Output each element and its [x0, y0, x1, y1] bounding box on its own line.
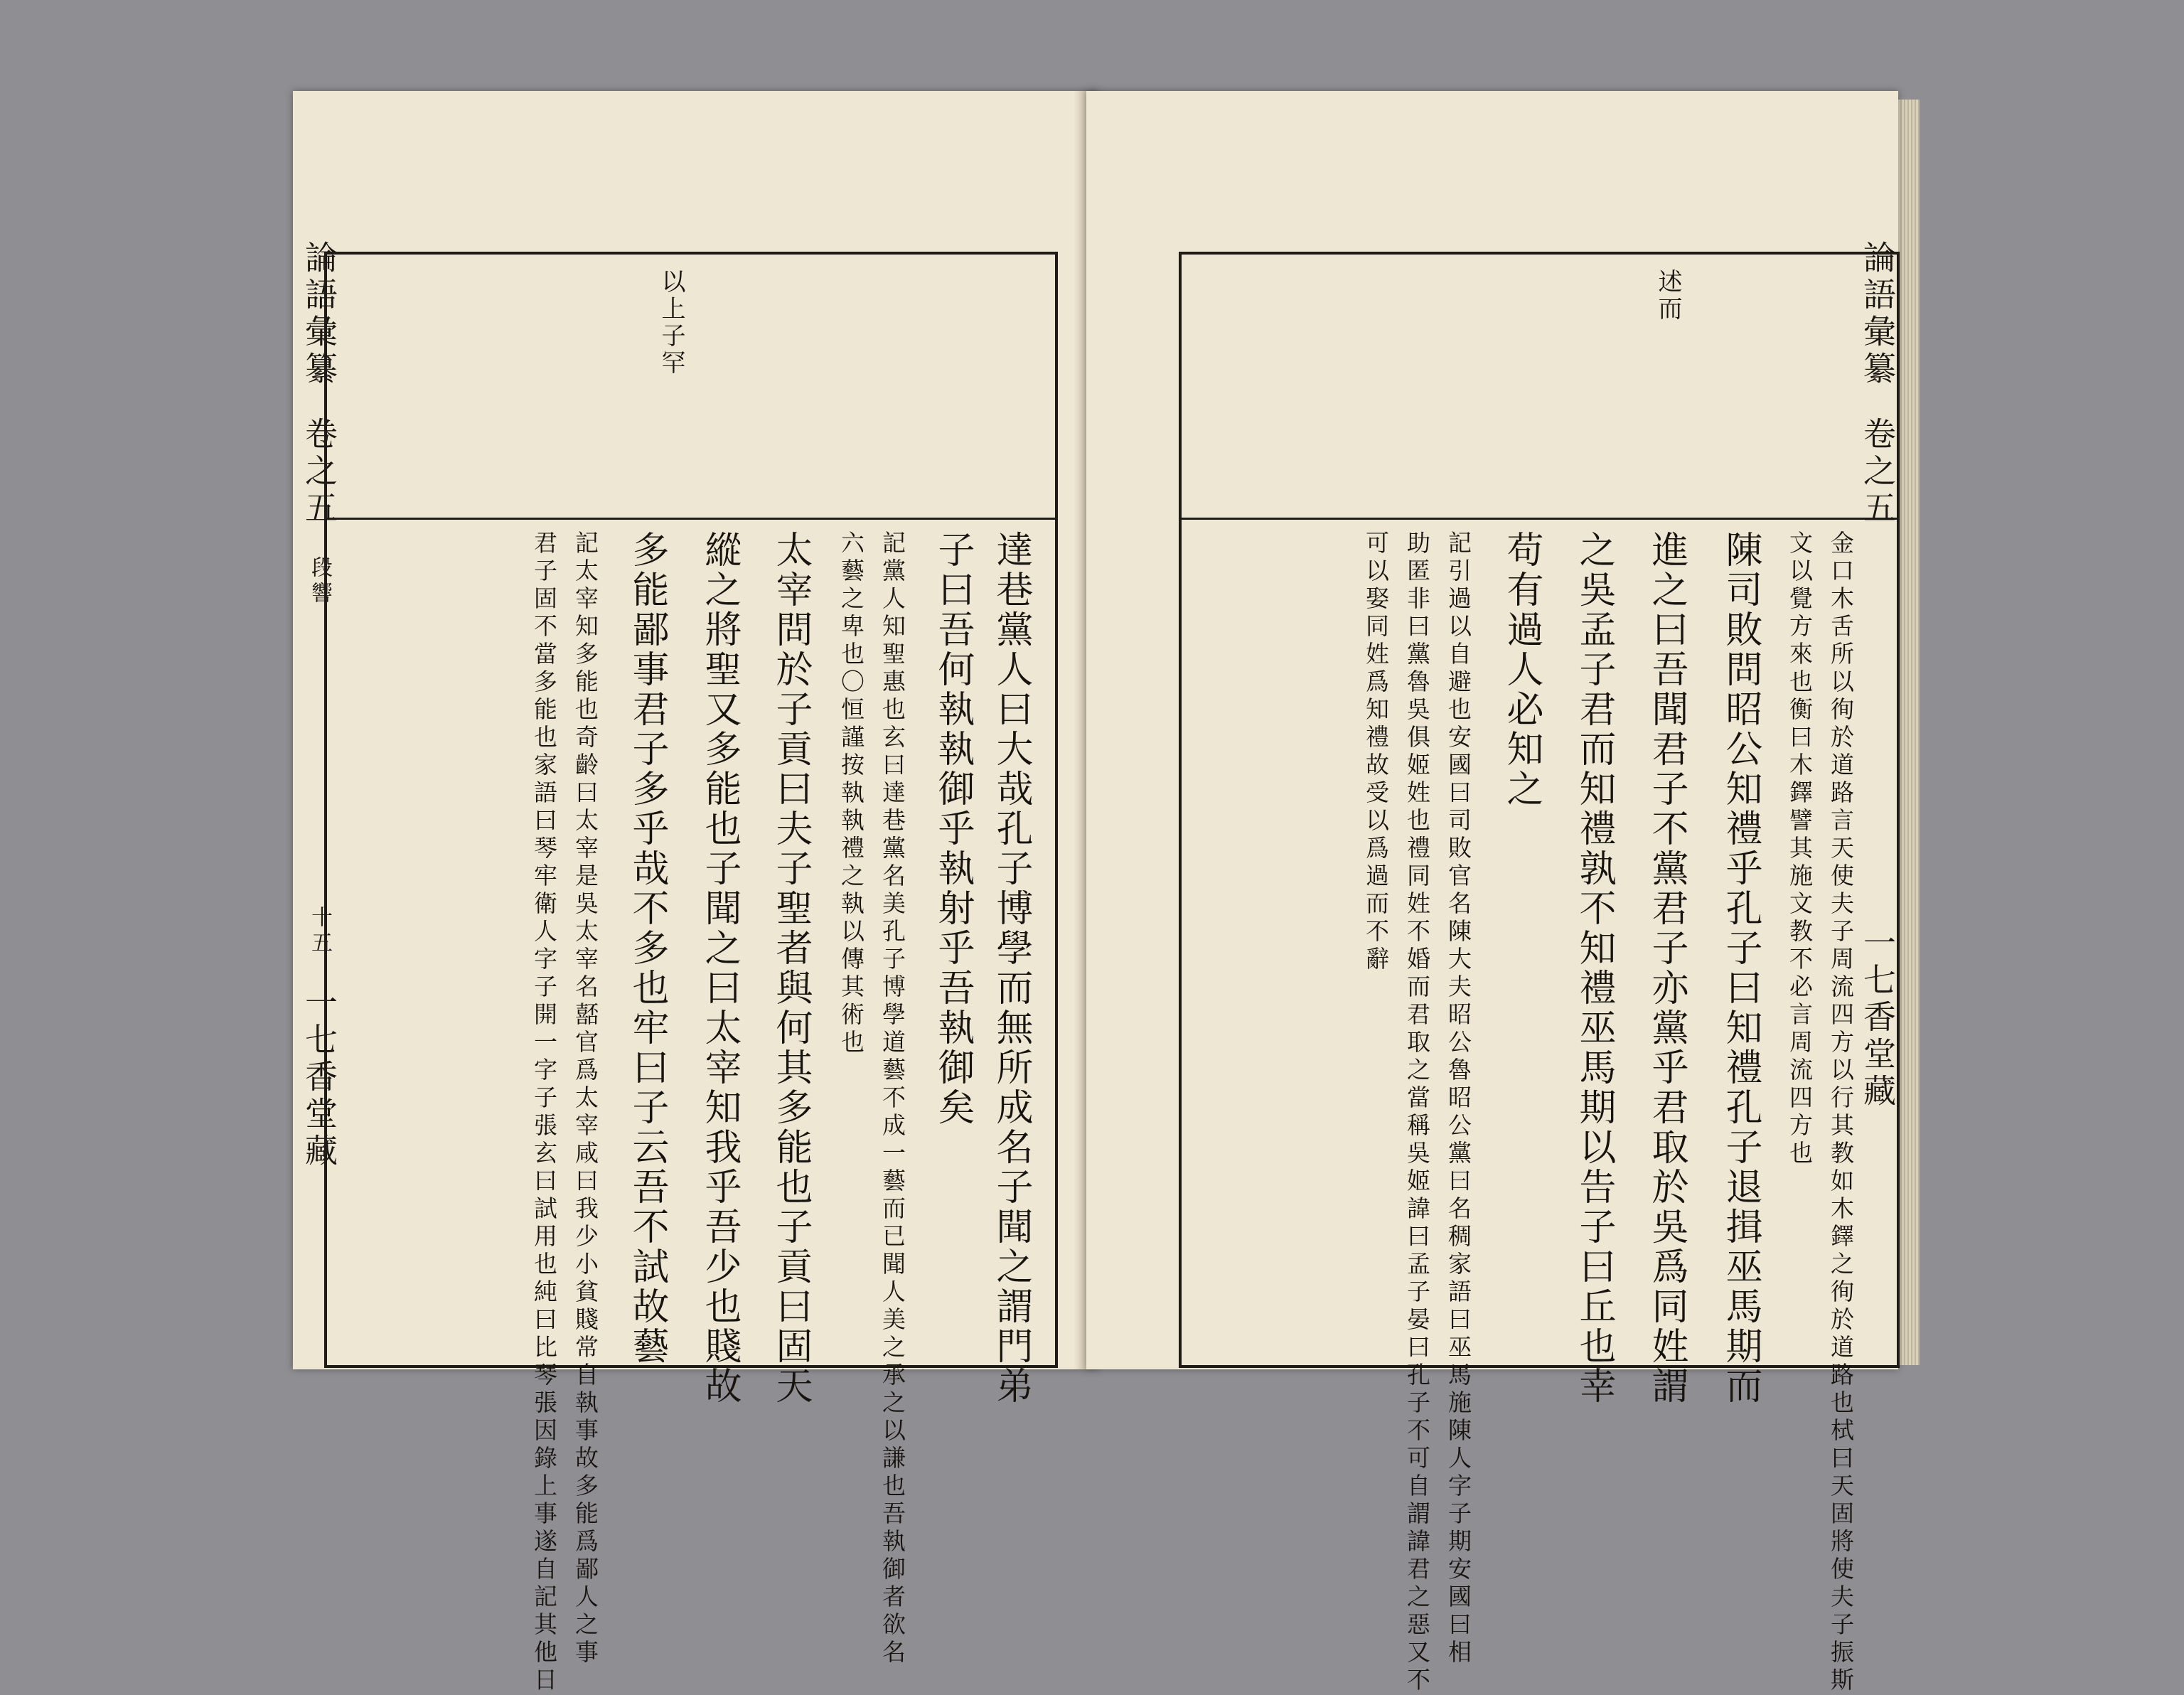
- right-spine-title: 論語彙纂: [1858, 240, 1897, 388]
- left-col-9: 君子固不當多能也家語曰琴牢衛人字子開一字子張玄曰試用也純曰比琴張因錄上事遂自記其他日: [530, 530, 558, 1695]
- left-col-4: 六藝之卑也〇恒謹按執執禮之執以傳其術也: [837, 530, 865, 1057]
- right-text-frame: [1179, 252, 1900, 1695]
- left-page: [293, 91, 1098, 1695]
- right-seal: 一七香堂藏: [1858, 926, 1897, 1111]
- right-col-4: 進之曰吾聞君子不黨君子亦黨乎君取於吳爲同姓謂: [1645, 530, 1688, 1406]
- left-col-7: 多能鄙事君子多乎哉不多也牢曰子云吾不試故藝: [626, 530, 668, 1367]
- right-page: [1086, 91, 1898, 1695]
- left-spine-chapter: 段響: [307, 556, 332, 607]
- right-col-3: 陳司敗問昭公知禮乎孔子曰知禮孔子退揖巫馬期而: [1719, 530, 1762, 1406]
- left-col-5: 太宰問於子貢曰夫子聖者與何其多能也子貢曰固天: [769, 530, 812, 1406]
- right-col-6: 苟有過人必知之: [1500, 530, 1543, 809]
- right-header-rule: [1182, 518, 1897, 520]
- right-col-5: 之吳孟子君而知禮孰不知禮巫馬期以告子曰丘也幸: [1573, 530, 1615, 1406]
- right-col-1: 金口木舌所以徇於道路言天使夫子周流四方以行其教如木鐸之徇於道路也栻曰天固將使夫子振斯: [1827, 530, 1855, 1695]
- left-seal: 一七香堂藏: [300, 985, 338, 1170]
- left-spine-volume: 卷之五: [300, 417, 338, 528]
- left-col-6: 縱之將聖又多能也子聞之曰太宰知我乎吾少也賤故: [698, 530, 741, 1406]
- left-header-note: 以上子罕: [657, 269, 685, 377]
- right-col-8: 助匿非曰黨魯吳俱姬姓也禮同姓不婚而君取之當稱吳姬諱曰孟子晏曰孔子不可自謂諱君之惡又不: [1403, 530, 1431, 1695]
- left-text-frame: [324, 252, 1058, 1695]
- right-spine-strip: [1851, 240, 1901, 1371]
- left-spine-title: 論語彙纂: [300, 240, 338, 388]
- left-col-8: 記太宰知多能也奇齡曰太宰是吳太宰名嚭官爲太宰咸曰我少小貧賤常自執事故多能爲鄙人之事: [572, 530, 599, 1667]
- left-col-3: 記黨人知聖惠也玄曰達巷黨名美孔子博學道藝不成一藝而已聞人美之承之以謙也吾執御者欲名: [879, 530, 906, 1667]
- right-spine-volume: 卷之五: [1858, 417, 1897, 528]
- right-col-9: 可以娶同姓爲知禮故受以爲過而不辭: [1362, 530, 1390, 974]
- left-col-1: 達巷黨人曰大哉孔子博學而無所成名子聞之謂門弟: [990, 530, 1032, 1406]
- right-col-2: 文以覺方來也衡曰木鐸譬其施文教不必言周流四方也: [1786, 530, 1814, 1168]
- right-header-note: 述而: [1654, 269, 1682, 323]
- right-col-7: 記引過以自避也安國曰司敗官名陳大夫昭公魯昭公黨曰名稠家語曰巫馬施陳人字子期安國曰相: [1445, 530, 1472, 1667]
- left-col-2: 子曰吾何執執御乎執射乎吾執御矣: [931, 530, 974, 1128]
- left-folio: 十五: [307, 906, 332, 957]
- left-header-rule: [327, 518, 1055, 520]
